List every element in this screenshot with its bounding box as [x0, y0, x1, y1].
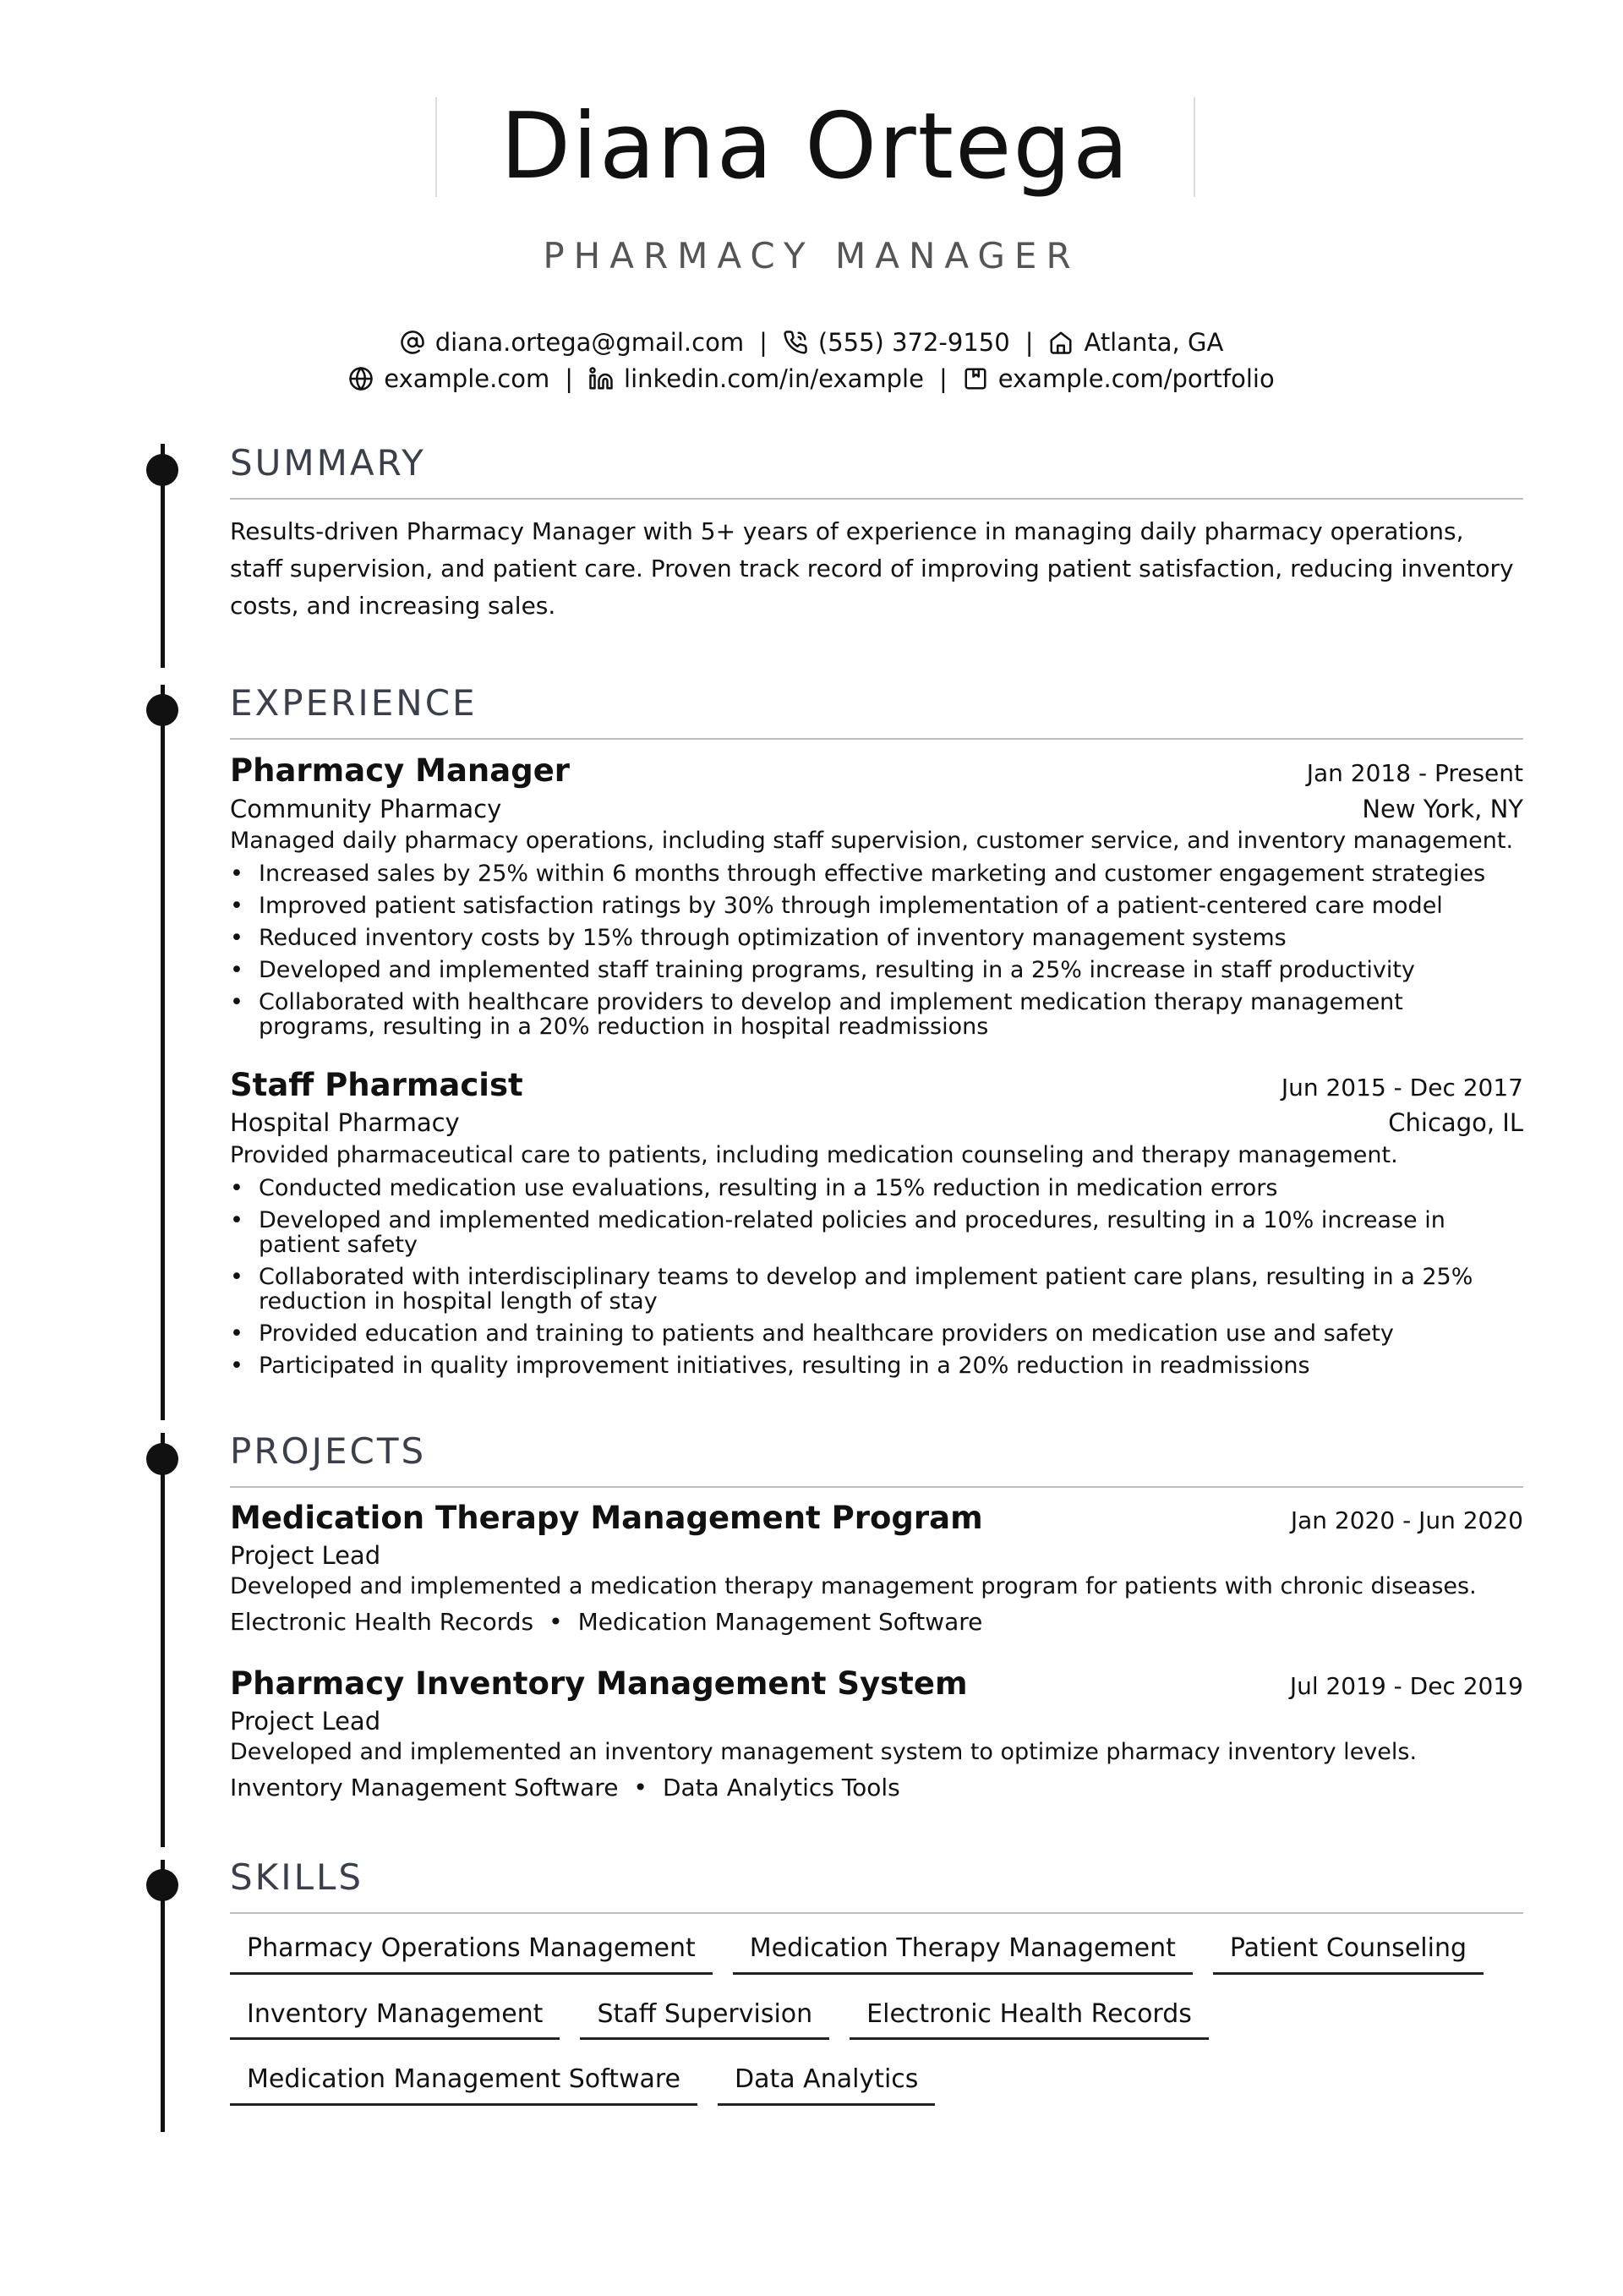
list-item: • Reduced inventory costs by 15% through optimization of inventory management systems: [230, 926, 1523, 950]
section-title-skills: SKILLS: [230, 1856, 364, 1898]
contact-separator: |: [1025, 327, 1034, 357]
contact-linkedin[interactable]: [588, 366, 924, 391]
project-tag: Electronic Health Records: [230, 1608, 534, 1636]
candidate-name: Diana Ortega: [500, 94, 1131, 200]
home-icon: [1048, 330, 1074, 355]
job-location: New York, NY: [1362, 795, 1523, 823]
section-title-experience: EXPERIENCE: [230, 682, 478, 724]
project-tags: [230, 1610, 982, 1634]
job-location: Chicago, IL: [1388, 1108, 1523, 1137]
contact-line-2: [0, 366, 1623, 391]
job-company: Hospital Pharmacy: [230, 1108, 460, 1137]
job-role: PHARMACY MANAGER: [543, 235, 1080, 276]
project-role: Project Lead: [230, 1541, 381, 1570]
name-frame: [435, 94, 1195, 200]
contact-separator: |: [938, 364, 948, 393]
timeline-dot-skills: [146, 1869, 178, 1901]
project-tag: Inventory Management Software: [230, 1774, 619, 1801]
linkedin-icon: [588, 366, 614, 391]
section-title-projects: PROJECTS: [230, 1430, 427, 1472]
job-company: Community Pharmacy: [230, 795, 502, 823]
linkedin-text: linkedin.com/in/example: [624, 364, 924, 393]
job-title: Staff Pharmacist: [230, 1067, 523, 1103]
skill-tag: Pharmacy Operations Management: [230, 1934, 713, 1975]
skills-row: [230, 2000, 1523, 2041]
list-item: • Participated in quality improvement initiatives, resulting in a 20% reduction in readmissions: [230, 1353, 1523, 1378]
contact-portfolio[interactable]: [963, 366, 1275, 391]
list-item: • Increased sales by 25% within 6 months through effective marketing and customer engagement strategies: [230, 861, 1523, 886]
contact-email[interactable]: [400, 327, 745, 357]
skill-tag: Inventory Management: [230, 2000, 560, 2041]
skills-row: [230, 2065, 1523, 2106]
contact-separator: |: [759, 327, 768, 357]
project-description: Developed and implemented an inventory management system to optimize pharmacy inventory levels.: [230, 1739, 1418, 1765]
bookmark-icon: [963, 366, 988, 391]
skill-tag: Patient Counseling: [1213, 1934, 1484, 1975]
section-rule: [230, 498, 1523, 500]
project-header-row: [230, 1665, 1523, 1702]
contact-location: [1048, 327, 1224, 357]
project-dates: Jul 2019 - Dec 2019: [1289, 1672, 1523, 1700]
list-item: • Developed and implemented medication-related policies and procedures, resulting in a 10% increase in patient safety: [230, 1208, 1523, 1257]
job-dates: Jan 2018 - Present: [1306, 759, 1523, 787]
list-item: • Collaborated with interdisciplinary teams to develop and implement patient care plans, resulting in a 25% reduction in hospital length of stay: [230, 1265, 1523, 1314]
job-description: Provided pharmaceutical care to patients, including medication counseling and therapy management.: [230, 1142, 1398, 1168]
job-title: Pharmacy Manager: [230, 752, 571, 789]
skill-tag: Data Analytics: [718, 2065, 935, 2106]
tag-separator: •: [549, 1608, 563, 1636]
contact-phone[interactable]: [783, 327, 1010, 357]
section-rule: [230, 1486, 1523, 1488]
summary-text: Results-driven Pharmacy Manager with 5+ years of experience in managing daily pharmacy operations, staff supervision, and patient care. Proven track record of improving patient satisfaction, reducing inventory costs, and increasing sales.: [230, 517, 1514, 620]
website-text: example.com: [384, 364, 550, 393]
portfolio-text: example.com/portfolio: [997, 364, 1275, 393]
resume-header: [0, 0, 1623, 406]
location-text: Atlanta, GA: [1084, 327, 1224, 357]
job-description: Managed daily pharmacy operations, including staff supervision, customer service, and inventory management.: [230, 828, 1514, 854]
at-sign-icon: [400, 330, 425, 355]
tag-separator: •: [633, 1774, 648, 1801]
project-dates: Jan 2020 - Jun 2020: [1290, 1506, 1523, 1534]
job-company-row: [230, 795, 1523, 823]
project-tag: Data Analytics Tools: [662, 1774, 900, 1801]
timeline-dot-experience: [146, 694, 178, 726]
list-item: • Improved patient satisfaction ratings by 30% through implementation of a patient-centered care model: [230, 894, 1523, 918]
project-header-row: [230, 1500, 1523, 1536]
list-item: • Collaborated with healthcare providers to develop and implement medication therapy management programs, resulting in a 20% reduction in hospital readmissions: [230, 990, 1523, 1039]
project-role: Project Lead: [230, 1707, 381, 1736]
list-item: • Conducted medication use evaluations, resulting in a 15% reduction in medication errors: [230, 1176, 1523, 1200]
job-bullets: [230, 861, 1523, 1047]
project-description: Developed and implemented a medication therapy management program for patients with chronic diseases.: [230, 1573, 1477, 1599]
timeline-dot-projects: [146, 1443, 178, 1475]
email-text: diana.ortega@gmail.com: [434, 327, 745, 357]
skill-tag: Staff Supervision: [580, 2000, 829, 2041]
timeline-segment-projects: [161, 1433, 165, 1847]
project-role-row: [230, 1541, 1523, 1570]
section-rule: [230, 1912, 1523, 1914]
globe-icon: [348, 366, 374, 391]
phone-icon: [783, 330, 808, 355]
timeline-segment-experience: [161, 685, 165, 1420]
project-title: Pharmacy Inventory Management System: [230, 1665, 968, 1702]
skills-row: [230, 1934, 1523, 1975]
list-item: • Provided education and training to patients and healthcare providers on medication use and safety: [230, 1321, 1523, 1346]
project-role-row: [230, 1707, 1523, 1736]
timeline-dot-summary: [146, 454, 178, 486]
job-dates: Jun 2015 - Dec 2017: [1281, 1074, 1523, 1102]
project-tags: [230, 1776, 900, 1800]
project-tag: Medication Management Software: [577, 1608, 983, 1636]
skill-tag: Medication Therapy Management: [733, 1934, 1193, 1975]
job-company-row: [230, 1108, 1523, 1137]
section-rule: [230, 738, 1523, 740]
job-bullets: [230, 1176, 1523, 1386]
job-header-row: [230, 1067, 1523, 1103]
contact-separator: |: [565, 364, 574, 393]
job-header-row: [230, 752, 1523, 789]
skill-tag: Electronic Health Records: [850, 2000, 1209, 2041]
section-title-summary: SUMMARY: [230, 442, 426, 484]
skill-tag: Medication Management Software: [230, 2065, 697, 2106]
project-title: Medication Therapy Management Program: [230, 1500, 983, 1536]
phone-text: (555) 372-9150: [817, 327, 1010, 357]
contact-line-1: [0, 327, 1623, 357]
contact-website[interactable]: [348, 366, 549, 391]
list-item: • Developed and implemented staff training programs, resulting in a 25% increase in staff productivity: [230, 958, 1523, 982]
skills-list: [230, 1934, 1523, 2131]
